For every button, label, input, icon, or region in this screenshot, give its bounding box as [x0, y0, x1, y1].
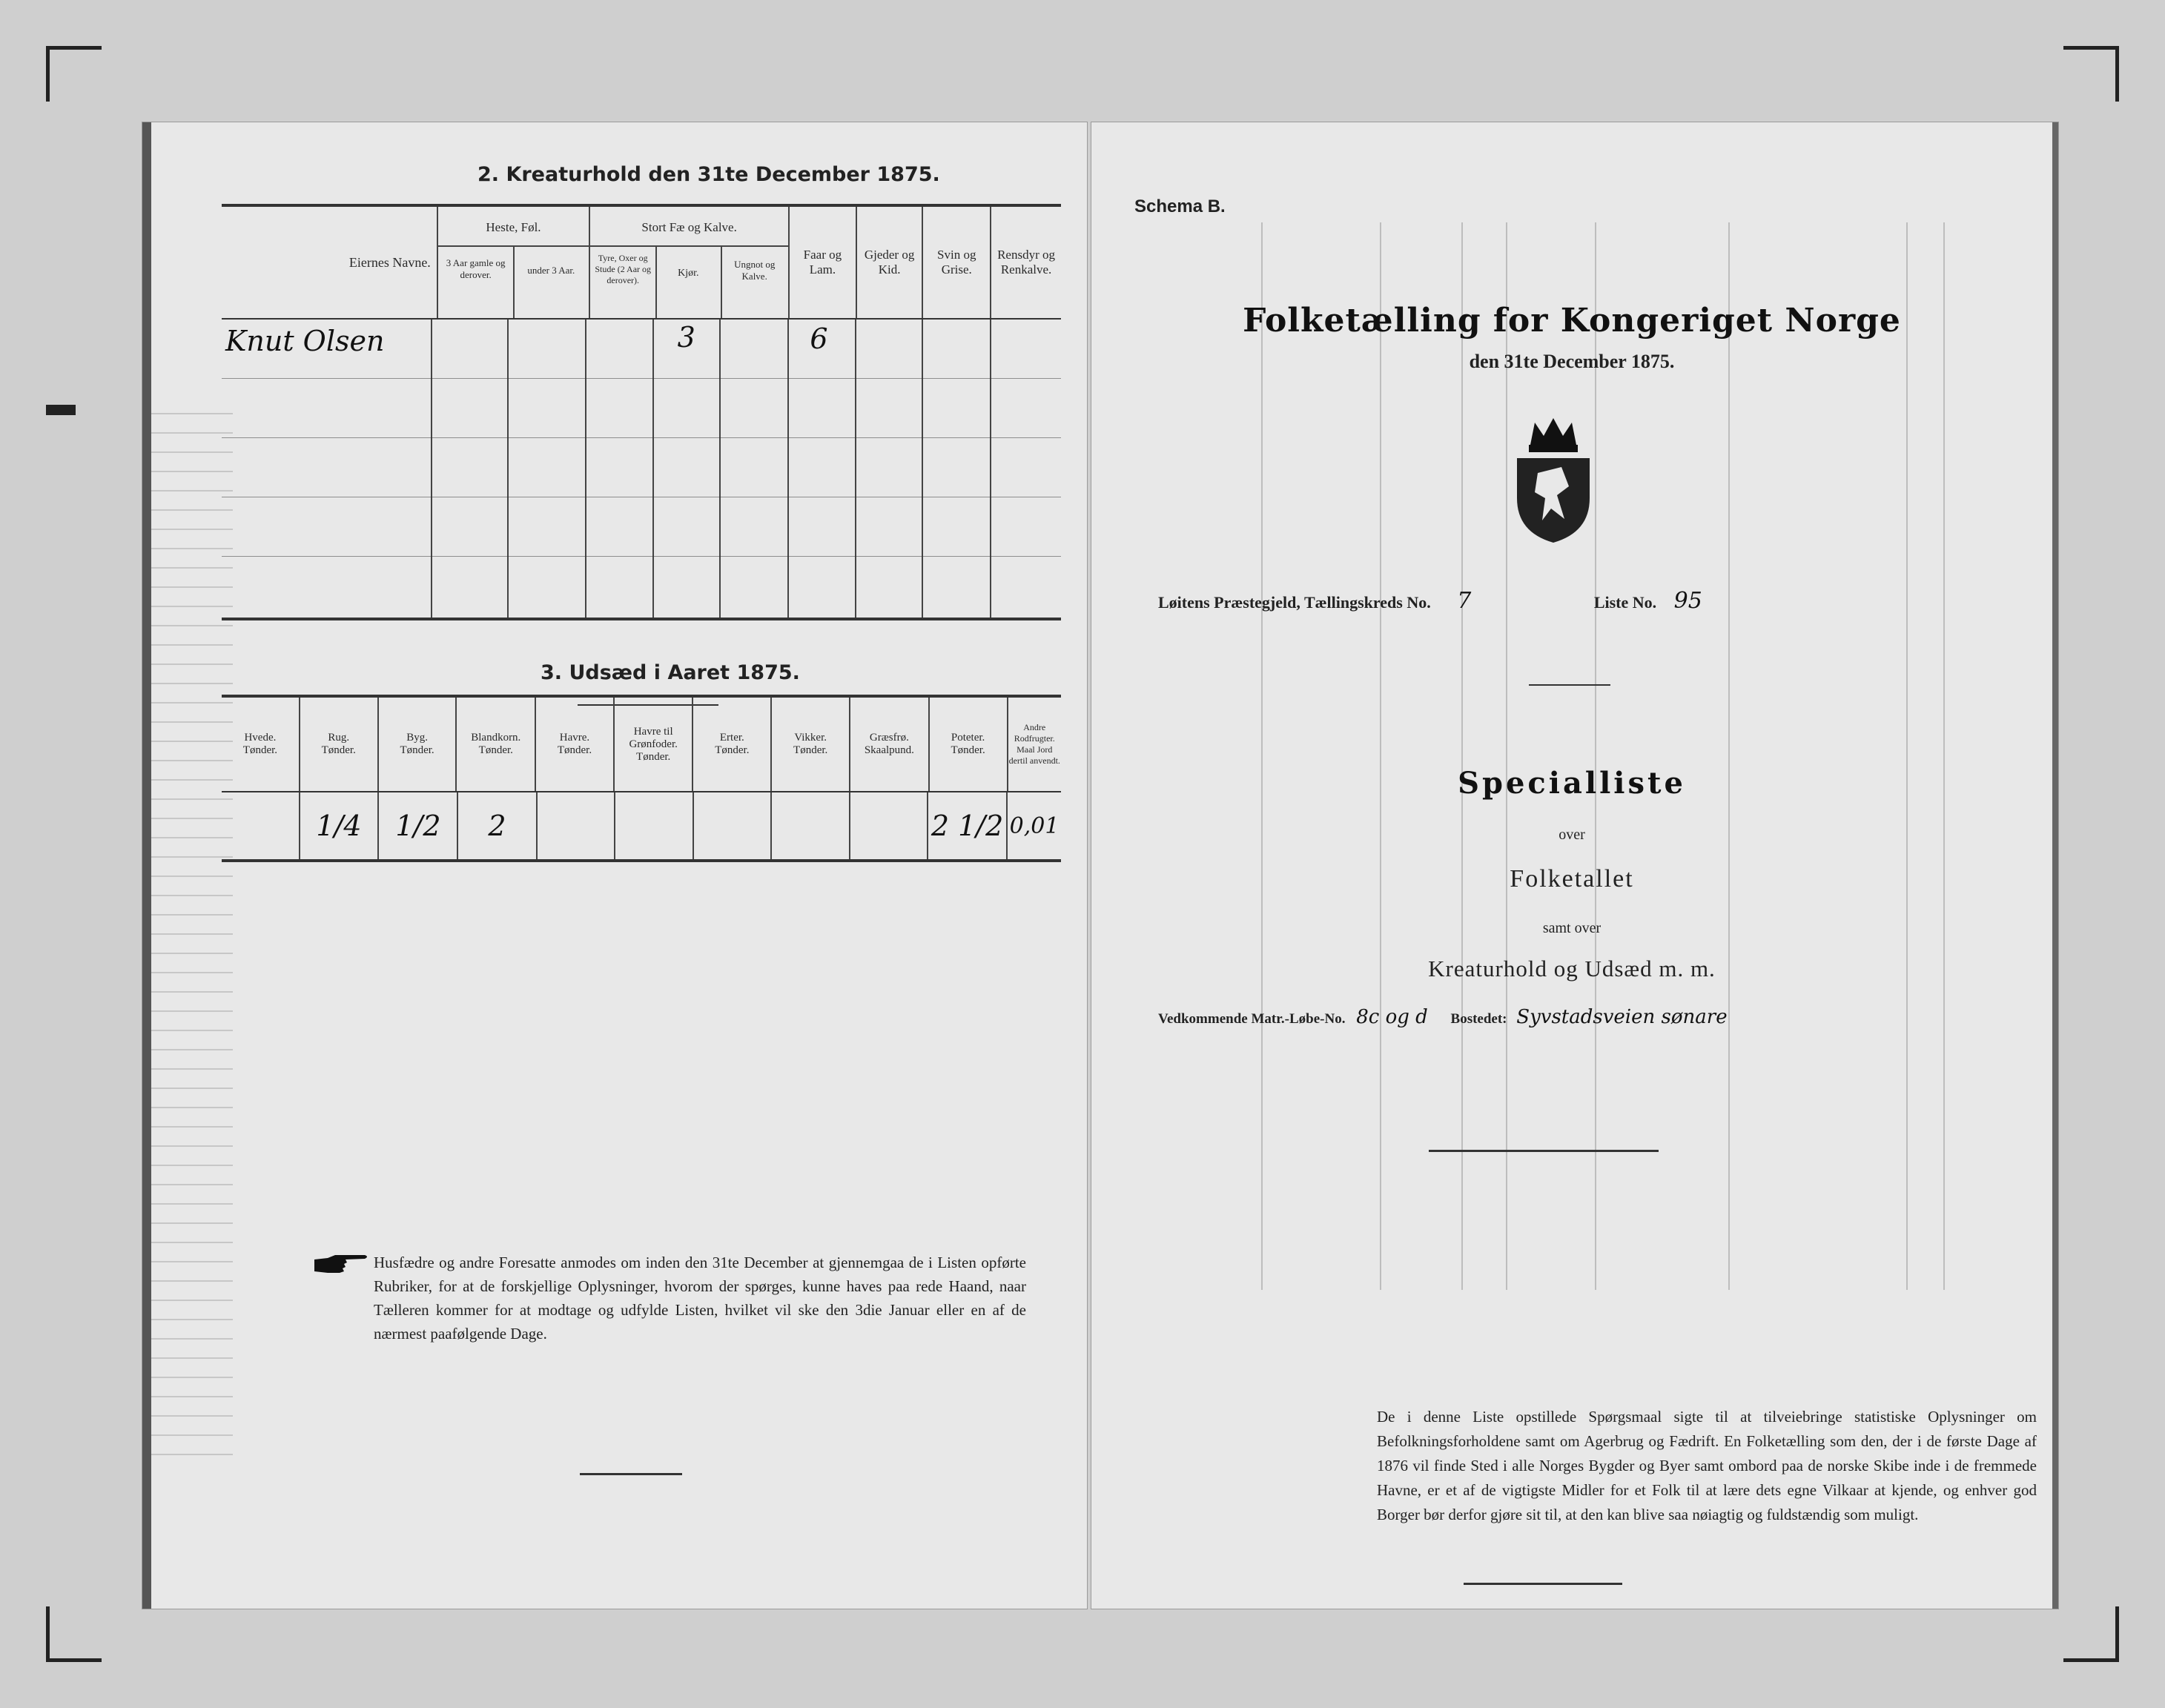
- header-cattle: Stort Fæ og Kalve. Tyre, Oxer og Stude (2 Aar og derover). Kjør. Ungnot og Kalve.: [589, 207, 789, 318]
- sheep-cell: [788, 320, 856, 619]
- matr-line: Vedkommende Matr.-Løbe-No. 8c og d Bostedet: Syvstadsveien sønare: [1158, 1006, 1728, 1028]
- divider: [1464, 1583, 1622, 1585]
- parish-line: Løitens Præstegjeld, Tællingskreds No. 7 Liste No. 95: [1158, 588, 1702, 614]
- section2-title: 2. Kreaturhold den 31te December 1875.: [477, 163, 940, 186]
- seed-values-table: [222, 792, 1061, 859]
- samt-over-label: samt over: [1542, 920, 1602, 936]
- coat-of-arms-icon: [1508, 415, 1599, 545]
- left-page: [142, 122, 1087, 1609]
- seed-col-0: Hvede. Tønder.: [222, 698, 300, 791]
- seed-col-1: Rug. Tønder.: [300, 698, 378, 791]
- seed-header-table: [222, 698, 1061, 791]
- livestock-header-table: [222, 207, 1061, 318]
- divider: [1429, 1150, 1659, 1152]
- scan-marker-bar: [46, 405, 76, 415]
- pointing-hand-icon: [313, 1252, 369, 1277]
- right-page: [1091, 122, 2058, 1609]
- info-paragraph: De i denne Liste opstillede Spørgsmaal sigte til at tilveiebringe statistiske Oplysninger om Befolkningsforholdene samt om Agerbrug og Fædrift. En Folketælling som den, der i de første Dage af 1876 vil finde Sted i alle Norges Bygder og Byer samt ombord paa de norske Skibe inde i de fremmede Havne, er et af de vigtigste Midler for et Folk til at lære dets egne Vilkaar at kjende, og enhver god Borger bør derfor gjøre sit til, at den kan blive saa nøiagtig og fuldstændig som muligt.: [1377, 1408, 2037, 1523]
- seed-col-7: Vikker. Tønder.: [771, 698, 850, 791]
- header-pigs: Svin og Grise.: [922, 207, 991, 318]
- livestock-body-table: [222, 320, 1061, 619]
- seed-value-4: [537, 792, 615, 859]
- seed-value-0: [222, 792, 300, 859]
- owner-name: Knut Olsen: [225, 325, 385, 357]
- seed-bottom-rule: [222, 859, 1061, 862]
- header-reindeer: Rensdyr og Renkalve.: [997, 248, 1056, 277]
- seed-value-5: [615, 792, 693, 859]
- schema-label: Schema B.: [1134, 196, 1226, 216]
- seed-value-10: 0,01: [1009, 812, 1060, 839]
- section3-title: 3. Udsæd i Aaret 1875.: [541, 661, 800, 684]
- seed-col-3: Blandkorn. Tønder.: [456, 698, 535, 791]
- bleed-through-margin: [151, 404, 233, 1472]
- seed-col-4: Havre. Tønder.: [535, 698, 614, 791]
- header-horses: Heste, Føl. 3 Aar gamle og derover. under 3 Aar.: [437, 207, 589, 318]
- matr-no: 8c og d: [1356, 1006, 1428, 1028]
- seed-value-6: [693, 792, 772, 859]
- seed-col-8: Græsfrø. Skaalpund.: [850, 698, 929, 791]
- special-title: Specialliste: [1458, 766, 1686, 801]
- seed-value-9: 2 1/2: [928, 792, 1007, 859]
- divider: [1529, 684, 1610, 686]
- seed-col-6: Erter. Tønder.: [693, 698, 771, 791]
- scan-corner-mark: [2063, 1606, 2119, 1662]
- seed-col-9: Poteter. Tønder.: [929, 698, 1008, 791]
- census-title: Folketælling for Kongeriget Norge: [1243, 302, 1901, 340]
- over-label: over: [1559, 827, 1585, 843]
- seed-col-2: Byg. Tønder.: [378, 698, 457, 791]
- seed-value-2: 1/2: [378, 792, 457, 859]
- list-no: 95: [1673, 588, 1702, 614]
- folketallet-label: Folketallet: [1510, 865, 1634, 893]
- seed-value-1: 1/4: [300, 792, 379, 859]
- census-date: den 31te December 1875.: [1469, 351, 1675, 372]
- header-owner: Eiernes Navne.: [222, 207, 437, 318]
- scan-corner-mark: [46, 46, 102, 102]
- seed-value-8: [850, 792, 928, 859]
- bleed-through-columns: [1136, 222, 2026, 1290]
- table-bottom-rule: [222, 618, 1061, 620]
- header-goats: Gjeder og Kid.: [856, 207, 923, 318]
- cows-value: 3: [677, 321, 695, 354]
- owner-column: [222, 320, 432, 619]
- cows-cell: [653, 320, 721, 619]
- seed-col-5: Havre til Grønfoder. Tønder.: [614, 698, 693, 791]
- seed-value-3: 2: [457, 792, 536, 859]
- sheep-value: 6: [810, 322, 828, 355]
- divider: [580, 1473, 682, 1475]
- header-sheep: Faar og Lam.: [789, 207, 856, 318]
- district-no: 7: [1457, 588, 1472, 614]
- seed-value-7: [771, 792, 850, 859]
- scan-corner-mark: [2063, 46, 2119, 102]
- notice-text: Husfædre og andre Foresatte anmodes om inden den 31te December at gjennemgaa de i Listen opførte Rubriker, for at de forskjellige Oplysninger, hvorom der spørges, kunne haves paa rede Haand, naar Tælleren kommer for at modtage og udfylde Listen, hvilket vil ske den 3die Januar eller en af de nærmest paafølgende Dage.: [374, 1254, 1026, 1343]
- bosted-value: Syvstadsveien sønare: [1516, 1006, 1728, 1028]
- kreatur-line: Kreaturhold og Udsæd m. m.: [1428, 956, 1716, 982]
- scan-corner-mark: [46, 1606, 102, 1662]
- seed-col-10: Andre Rodfrugter. Maal Jord dertil anvendt.: [1008, 722, 1060, 766]
